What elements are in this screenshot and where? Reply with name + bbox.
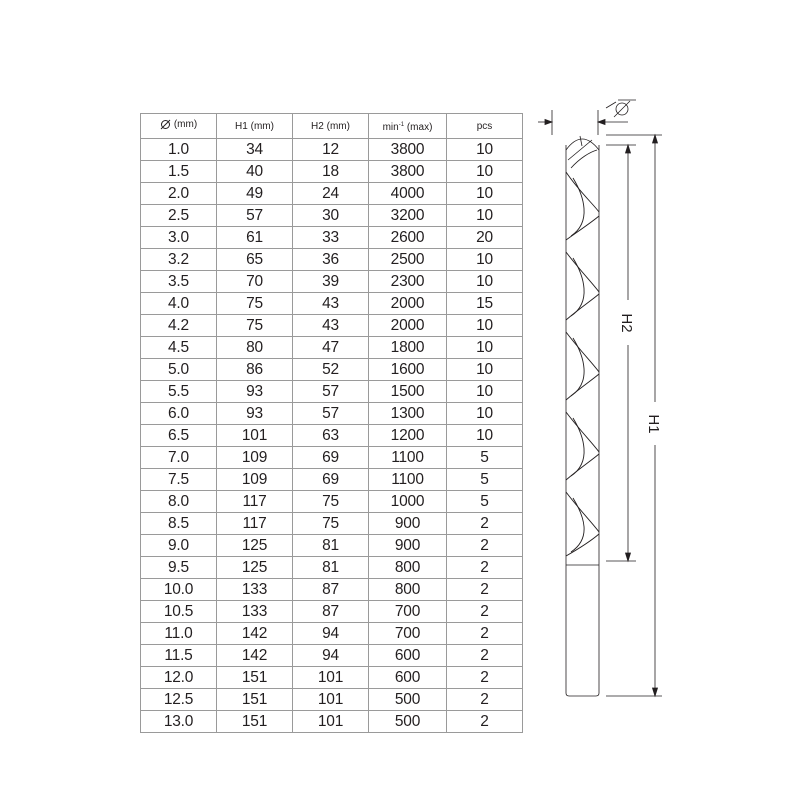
speed-cell: 1000 [369,491,447,513]
pcs-cell: 2 [447,711,523,733]
h1-cell: 151 [217,711,293,733]
table-row [141,381,523,403]
speed-cell: 1300 [369,403,447,425]
h2-cell: 69 [293,447,369,469]
h2-label: H2 [618,313,635,333]
table-row [141,205,523,227]
h1-cell: 117 [217,491,293,513]
diameter-cell: 7.0 [141,447,217,469]
speed-cell: 1200 [369,425,447,447]
table-row [141,139,523,161]
h1-cell: 101 [217,425,293,447]
pcs-cell: 10 [447,381,523,403]
diameter-cell: 3.5 [141,271,217,293]
table-row [141,623,523,645]
pcs-cell: 2 [447,689,523,711]
h1-cell: 142 [217,623,293,645]
pcs-cell: 2 [447,557,523,579]
table-row [141,491,523,513]
header-pcs: pcs [447,114,523,139]
pcs-cell: 10 [447,205,523,227]
diameter-dimension [538,100,636,135]
pcs-cell: 10 [447,403,523,425]
header-speed [369,114,447,139]
diameter-cell: 6.5 [141,425,217,447]
speed-cell: 3200 [369,205,447,227]
pcs-cell: 10 [447,183,523,205]
pcs-cell: 15 [447,293,523,315]
h2-cell: 94 [293,623,369,645]
h2-cell: 57 [293,381,369,403]
diameter-cell: 5.0 [141,359,217,381]
pcs-cell: 2 [447,579,523,601]
h1-cell: 125 [217,535,293,557]
table-row [141,579,523,601]
pcs-cell: 10 [447,425,523,447]
table-row [141,469,523,491]
h1-cell: 57 [217,205,293,227]
h2-cell: 75 [293,491,369,513]
h1-cell: 80 [217,337,293,359]
speed-cell: 700 [369,601,447,623]
speed-cell: 600 [369,667,447,689]
speed-cell: 500 [369,711,447,733]
header-diameter-unit: (mm) [173,119,198,130]
header-h2: H2 (mm) [293,114,369,139]
diameter-cell: 9.5 [141,557,217,579]
speed-cell: 800 [369,557,447,579]
h2-cell: 87 [293,601,369,623]
table-row [141,161,523,183]
speed-cell: 700 [369,623,447,645]
h2-cell: 47 [293,337,369,359]
table-row [141,359,523,381]
table-row [141,249,523,271]
h2-cell: 69 [293,469,369,491]
speed-cell: 1600 [369,359,447,381]
h1-dimension [606,135,662,696]
h1-cell: 109 [217,447,293,469]
table-row [141,557,523,579]
table-body [141,139,523,733]
table-row [141,513,523,535]
h1-cell: 133 [217,601,293,623]
speed-cell: 900 [369,535,447,557]
header-h1: H1 (mm) [217,114,293,139]
diameter-cell: 11.5 [141,645,217,667]
h2-cell: 18 [293,161,369,183]
h1-cell: 70 [217,271,293,293]
h2-cell: 101 [293,689,369,711]
diameter-symbol-icon [160,119,171,130]
diameter-cell: 4.5 [141,337,217,359]
h1-cell: 93 [217,381,293,403]
speed-cell: 3800 [369,161,447,183]
speed-cell: 800 [369,579,447,601]
table-row [141,425,523,447]
diameter-cell: 8.0 [141,491,217,513]
header-speed-sup: -1 [398,121,405,128]
h1-cell: 49 [217,183,293,205]
table-row [141,337,523,359]
diameter-cell: 13.0 [141,711,217,733]
diameter-cell: 1.0 [141,139,217,161]
h2-cell: 24 [293,183,369,205]
h2-cell: 12 [293,139,369,161]
diameter-cell: 9.0 [141,535,217,557]
pcs-cell: 2 [447,513,523,535]
speed-cell: 3800 [369,139,447,161]
h1-cell: 151 [217,689,293,711]
h1-cell: 34 [217,139,293,161]
pcs-cell: 10 [447,337,523,359]
h2-cell: 101 [293,667,369,689]
table-header-row [141,114,523,139]
table-row [141,293,523,315]
h1-cell: 125 [217,557,293,579]
diameter-cell: 4.0 [141,293,217,315]
header-speed-main: min [382,121,399,133]
h2-cell: 81 [293,557,369,579]
h2-cell: 87 [293,579,369,601]
h1-cell: 40 [217,161,293,183]
table-row [141,183,523,205]
h1-cell: 75 [217,315,293,337]
table-row [141,315,523,337]
diameter-cell: 12.5 [141,689,217,711]
h2-cell: 57 [293,403,369,425]
h1-cell: 61 [217,227,293,249]
pcs-cell: 5 [447,447,523,469]
table-row [141,601,523,623]
speed-cell: 900 [369,513,447,535]
h1-cell: 75 [217,293,293,315]
h2-cell: 43 [293,293,369,315]
diameter-cell: 2.5 [141,205,217,227]
speed-cell: 1500 [369,381,447,403]
diameter-cell: 8.5 [141,513,217,535]
table-row [141,535,523,557]
diameter-cell: 3.2 [141,249,217,271]
diameter-cell: 5.5 [141,381,217,403]
header-diameter [141,114,217,139]
diameter-cell: 12.0 [141,667,217,689]
pcs-cell: 5 [447,469,523,491]
h2-cell: 101 [293,711,369,733]
diameter-cell: 7.5 [141,469,217,491]
pcs-cell: 20 [447,227,523,249]
h2-cell: 52 [293,359,369,381]
h1-cell: 142 [217,645,293,667]
speed-cell: 2600 [369,227,447,249]
diameter-cell: 6.0 [141,403,217,425]
diameter-cell: 2.0 [141,183,217,205]
pcs-cell: 2 [447,645,523,667]
h1-cell: 109 [217,469,293,491]
pcs-cell: 2 [447,601,523,623]
h2-dimension [606,145,636,561]
speed-cell: 2000 [369,293,447,315]
h2-cell: 63 [293,425,369,447]
h2-cell: 81 [293,535,369,557]
speed-cell: 1800 [369,337,447,359]
diameter-symbol-icon [614,101,630,117]
h2-cell: 36 [293,249,369,271]
h1-cell: 133 [217,579,293,601]
speed-cell: 600 [369,645,447,667]
diameter-cell: 11.0 [141,623,217,645]
diameter-cell: 10.0 [141,579,217,601]
table-row [141,689,523,711]
header-speed-suffix: (max) [404,121,433,133]
pcs-cell: 10 [447,271,523,293]
table-row [141,667,523,689]
spec-table-container [140,113,523,733]
h2-cell: 43 [293,315,369,337]
speed-cell: 4000 [369,183,447,205]
pcs-cell: 10 [447,315,523,337]
h1-cell: 93 [217,403,293,425]
h2-cell: 94 [293,645,369,667]
h2-cell: 39 [293,271,369,293]
h1-cell: 117 [217,513,293,535]
h2-cell: 30 [293,205,369,227]
h2-cell: 33 [293,227,369,249]
diameter-cell: 10.5 [141,601,217,623]
table-row [141,711,523,733]
speed-cell: 1100 [369,469,447,491]
speed-cell: 2500 [369,249,447,271]
drill-bit-flutes [566,172,599,556]
pcs-cell: 10 [447,139,523,161]
h2-cell: 75 [293,513,369,535]
diameter-cell: 4.2 [141,315,217,337]
h1-label: H1 [645,414,662,434]
pcs-cell: 10 [447,359,523,381]
h1-cell: 151 [217,667,293,689]
speed-cell: 2000 [369,315,447,337]
drill-spec-table [140,113,523,733]
table-row [141,403,523,425]
diameter-cell: 1.5 [141,161,217,183]
table-row [141,645,523,667]
pcs-cell: 2 [447,535,523,557]
pcs-cell: 2 [447,623,523,645]
drill-bit-body [566,136,599,696]
diameter-cell: 3.0 [141,227,217,249]
speed-cell: 500 [369,689,447,711]
pcs-cell: 2 [447,667,523,689]
h1-cell: 86 [217,359,293,381]
speed-cell: 1100 [369,447,447,469]
table-row [141,447,523,469]
pcs-cell: 5 [447,491,523,513]
pcs-cell: 10 [447,249,523,271]
table-row [141,227,523,249]
table-row [141,271,523,293]
pcs-cell: 10 [447,161,523,183]
speed-cell: 2300 [369,271,447,293]
h1-cell: 65 [217,249,293,271]
